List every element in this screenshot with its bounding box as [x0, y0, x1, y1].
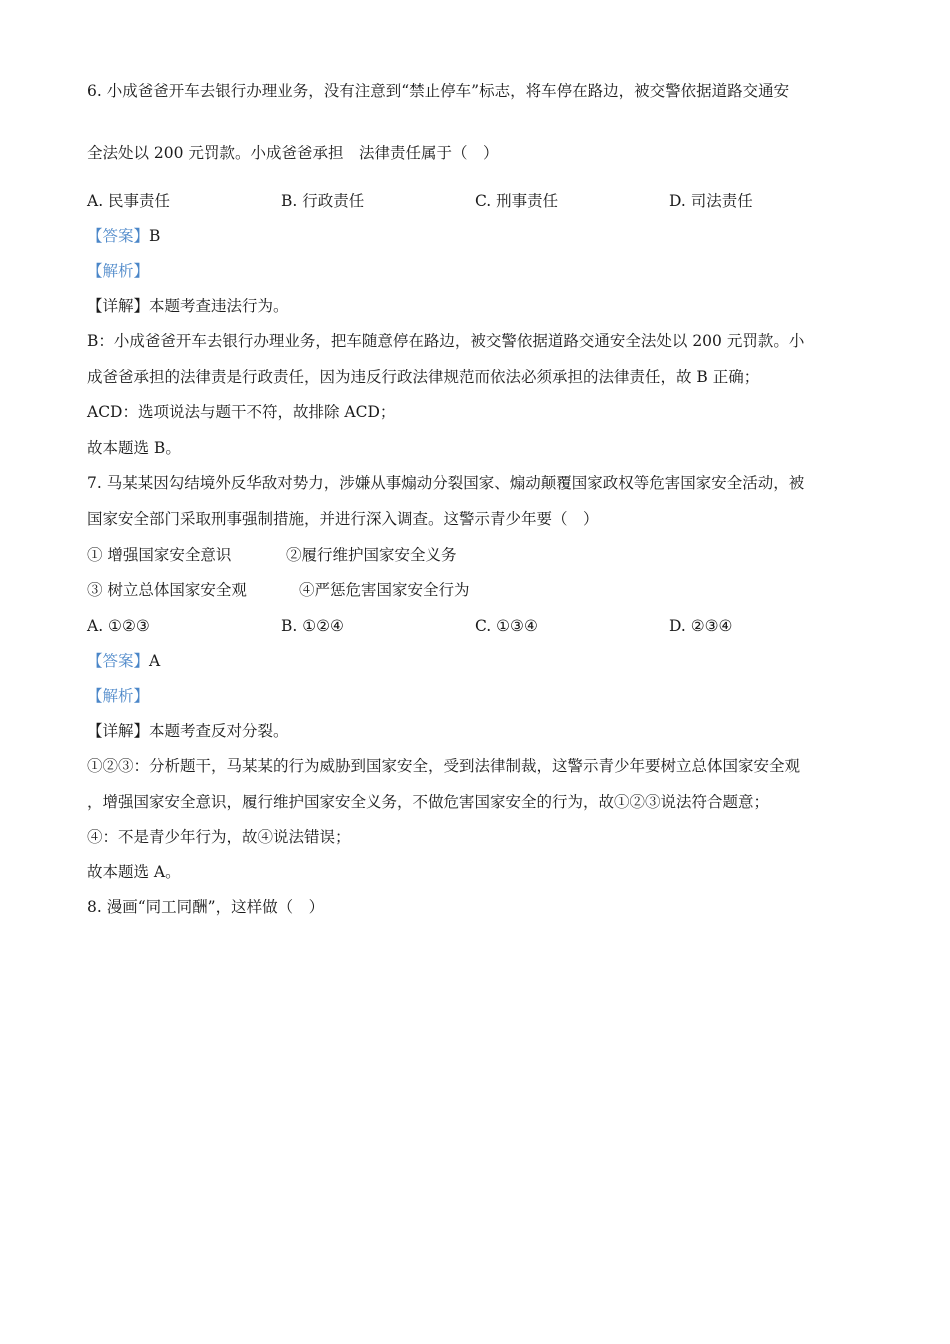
q7-item-3: ③ 树立总体国家安全观: [87, 581, 247, 599]
q7-item-1: ① 增强国家安全意识: [87, 546, 232, 564]
q7-answer-tag: 【答案】: [87, 652, 150, 670]
q6-stem-line-1: 6. 小成爸爸开车去银行办理业务，没有注意到“禁止停车”标志，将车停在路边，被交警依据道路交通安: [87, 82, 790, 100]
q7-conclusion: 故本题选 A。: [87, 863, 181, 881]
q7-explain-line-3: ④：不是青少年行为，故④说法错误；: [87, 828, 351, 846]
q7-answer-value: A: [149, 652, 161, 670]
q7-option-d: D. ②③④: [669, 617, 733, 635]
q6-detail-text: 本题考查违法行为。: [149, 297, 289, 315]
q6-analysis-tag: 【解析】: [87, 262, 150, 280]
q6-stem-line-2: 全法处以 200 元罚款。小成爸爸承担 法律责任属于（ ）: [87, 144, 499, 162]
q6-conclusion: 故本题选 B。: [87, 439, 181, 457]
q7-stem-line-1: 7. 马某某因勾结境外反华敌对势力，涉嫌从事煽动分裂国家、煽动颠覆国家政权等危害国家安全活动，被: [87, 474, 805, 492]
q7-option-c: C. ①③④: [475, 617, 538, 635]
q6-answer: [87, 225, 867, 247]
q6-option-a: A. 民事责任: [87, 192, 171, 210]
q8-stem-line-1: 8. 漫画“同工同酬”，这样做（ ）: [87, 898, 325, 916]
q7-detail: [87, 720, 867, 742]
q6-analysis: [87, 260, 867, 282]
q7-analysis: [87, 685, 867, 707]
q6-answer-tag: 【答案】: [87, 227, 150, 245]
q6-option-c: C. 刑事责任: [475, 192, 559, 210]
q7-explain-line-2: ，增强国家安全意识，履行维护国家安全义务，不做危害国家安全的行为，故①②③说法符合题意；: [87, 793, 770, 811]
q6-option-d: D. 司法责任: [669, 192, 753, 210]
q6-options: [87, 190, 867, 212]
q7-stem-line-2: 国家安全部门采取刑事强制措施，并进行深入调查。这警示青少年要（ ）: [87, 510, 599, 528]
q7-answer: [87, 650, 867, 672]
q6-explain-line-1: B：小成爸爸开车去银行办理业务，把车随意停在路边，被交警依据道路交通安全法处以 200 元罚款。小: [87, 332, 805, 350]
q7-analysis-tag: 【解析】: [87, 687, 150, 705]
q7-detail-text: 本题考查反对分裂。: [149, 722, 289, 740]
q7-option-b: B. ①②④: [281, 617, 344, 635]
q6-option-b: B. 行政责任: [281, 192, 365, 210]
q7-item-2: ②履行维护国家安全义务: [286, 546, 457, 564]
q7-item-4: ④严惩危害国家安全行为: [299, 581, 470, 599]
q7-explain-line-1: ①②③：分析题干，马某某的行为威胁到国家安全，受到法律制裁，这警示青少年要树立总体国家安全观: [87, 757, 801, 775]
q6-explain-line-3: ACD：选项说法与题干不符，故排除 ACD；: [87, 403, 396, 421]
q7-options: [87, 615, 867, 637]
q7-items-row-1: [87, 544, 867, 566]
q6-detail: [87, 295, 867, 317]
q6-detail-tag: 【详解】: [87, 297, 150, 315]
q7-items-row-2: [87, 579, 867, 601]
q6-answer-value: B: [149, 227, 161, 245]
q7-detail-tag: 【详解】: [87, 722, 150, 740]
q7-option-a: A. ①②③: [87, 617, 150, 635]
q6-explain-line-2: 成爸爸承担的法律责是行政责任，因为违反行政法律规范而依法必须承担的法律责任，故 B 正确；: [87, 368, 760, 386]
